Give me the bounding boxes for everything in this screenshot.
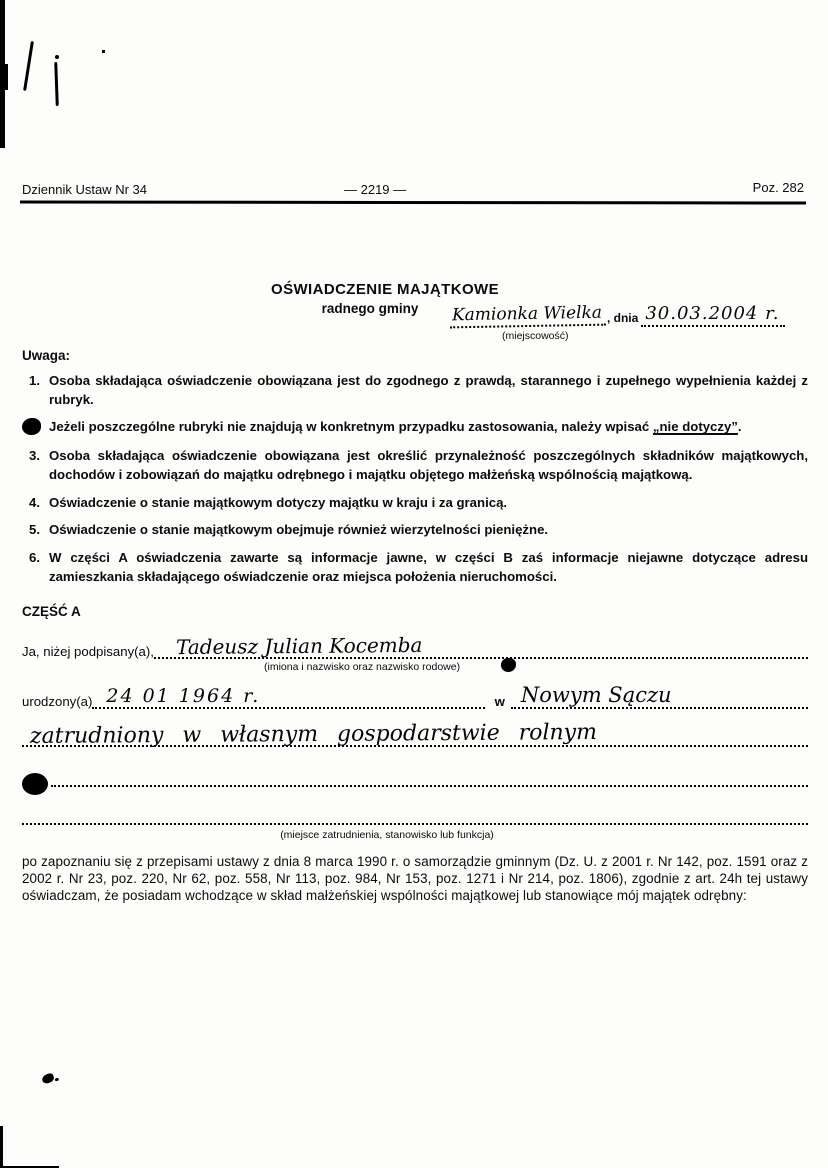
note-number: 5.	[29, 522, 40, 538]
underlined-phrase: „nie dotyczy”	[652, 419, 738, 435]
blank-row-with-blot	[22, 771, 808, 787]
handwritten-birth-date: 24 01 1964 r.	[106, 685, 261, 707]
scan-edge-artifact	[0, 64, 8, 90]
document-subtitle: radnego gminy	[321, 301, 419, 316]
scan-speck	[102, 50, 105, 53]
birth-date-field	[92, 685, 484, 709]
blank-dotted-line	[51, 771, 808, 787]
born-in-label: w	[494, 694, 505, 709]
blank-row	[22, 809, 808, 825]
note-item-3	[22, 447, 808, 484]
note-item-2	[22, 418, 808, 438]
handwritten-employment: zatrudniony w własnym gospodarstwie rolnym	[29, 720, 598, 749]
note-text: Oświadczenie o stanie majątkowym dotyczy majątku w kraju i za granicą.	[49, 494, 508, 510]
employment-caption: (miejsce zatrudnienia, stanowisko lub funkcja)	[280, 829, 494, 841]
note-number: 1.	[29, 373, 40, 388]
place-caption: (miejscowość)	[502, 330, 569, 342]
note-item-6	[22, 549, 808, 586]
notes-section	[22, 348, 808, 587]
part-a-section	[22, 604, 808, 904]
born-prefix: urodzony(a)	[22, 694, 93, 709]
part-a-label: CZĘŚĆ A	[22, 604, 81, 619]
note-number	[22, 418, 49, 438]
declarant-name-field	[154, 632, 808, 660]
note-item-5	[22, 521, 808, 540]
blank-dotted-line	[22, 809, 808, 825]
note-text: W części A oświadczenia zawarte są informacje jawne, w części B zaś informacje niejawne dotyczące adresu zamieszkania składającego oświadczenie oraz miejsca położenia nieruchomości.	[49, 550, 808, 584]
note-item-1	[22, 372, 808, 409]
note-number: 6.	[29, 550, 40, 566]
handwritten-birth-place: Nowym Sączu	[520, 683, 672, 707]
declarant-prefix: Ja, niżej podpisany(a),	[22, 644, 154, 659]
dnia-label: , dnia	[606, 311, 639, 325]
employment-field	[22, 720, 808, 749]
birth-row	[22, 683, 808, 709]
journal-title: Dziennik Ustaw Nr 34	[22, 182, 147, 197]
note-number: 3.	[29, 448, 40, 464]
birth-place-field	[511, 683, 808, 709]
legal-paragraph: po zapoznaniu się z przepisami ustawy z dnia 8 marca 1990 r. o samorządzie gminnym (Dz. U. z 2001 r. Nr 142, poz. 1591 oraz z 2002 r. Nr 23, poz. 220, Nr 62, poz. 558, Nr 113, poz. 984, Nr 153, poz. 1271 i Nr 214, poz. 1806), zgodnie z art. 24h tej ustawy oświadczam, że posiadam wchodzące w skład małżeńskiej wspólności majątkowej lub stanowiące mój majątek odrębny:	[22, 854, 808, 904]
position-number: Poz. 282	[752, 180, 804, 195]
ink-blot	[22, 773, 48, 795]
ink-blot-on-caption	[501, 658, 516, 672]
note-text: Jeżeli poszczególne rubryki nie znajdują w konkretnym przypadku zastosowania, należy wpisać „nie dotyczy”.	[49, 419, 742, 435]
note-item-4	[22, 494, 808, 513]
handwritten-declarant-name: Tadeusz Julian Kocemba	[175, 632, 423, 660]
place-date-line	[450, 303, 810, 342]
employment-row	[22, 720, 808, 749]
page-number: — 2219 —	[344, 182, 407, 197]
scan-corner-artifact	[0, 1126, 59, 1168]
declarant-name-caption: (imiona i nazwisko oraz nazwisko rodowe)	[264, 661, 808, 673]
ink-blot-over-number	[22, 418, 41, 435]
handwritten-place: Kamionka Wielka	[450, 303, 606, 329]
declarant-name-row	[22, 632, 808, 660]
note-number: 4.	[29, 494, 40, 510]
handwritten-date: 30.03.2004 r.	[641, 303, 785, 327]
note-text: Osoba składająca oświadczenie obowiązana jest określić przynależność poszczególnych składników majątkowych, dochodów i zobowiązań do majątku odrębnego i majątku objętego małżeńską wspólnością majątkową.	[49, 448, 808, 482]
document-title: OŚWIADCZENIE MAJĄTKOWE	[271, 281, 499, 298]
note-text: Oświadczenie o stanie majątkowym obejmuje również wierzytelności pieniężne.	[49, 522, 549, 538]
pen-scribble-mark	[23, 41, 34, 91]
header-rule	[20, 200, 806, 204]
ink-blot	[41, 1072, 55, 1085]
notes-label: Uwaga:	[22, 348, 71, 363]
pen-scribble-mark	[54, 62, 59, 106]
note-text: Osoba składająca oświadczenie obowiązana jest do zgodnego z prawdą, starannego i zupełnego wypełnienia każdej z rubryk.	[49, 373, 808, 407]
pen-scribble-mark	[55, 55, 59, 59]
